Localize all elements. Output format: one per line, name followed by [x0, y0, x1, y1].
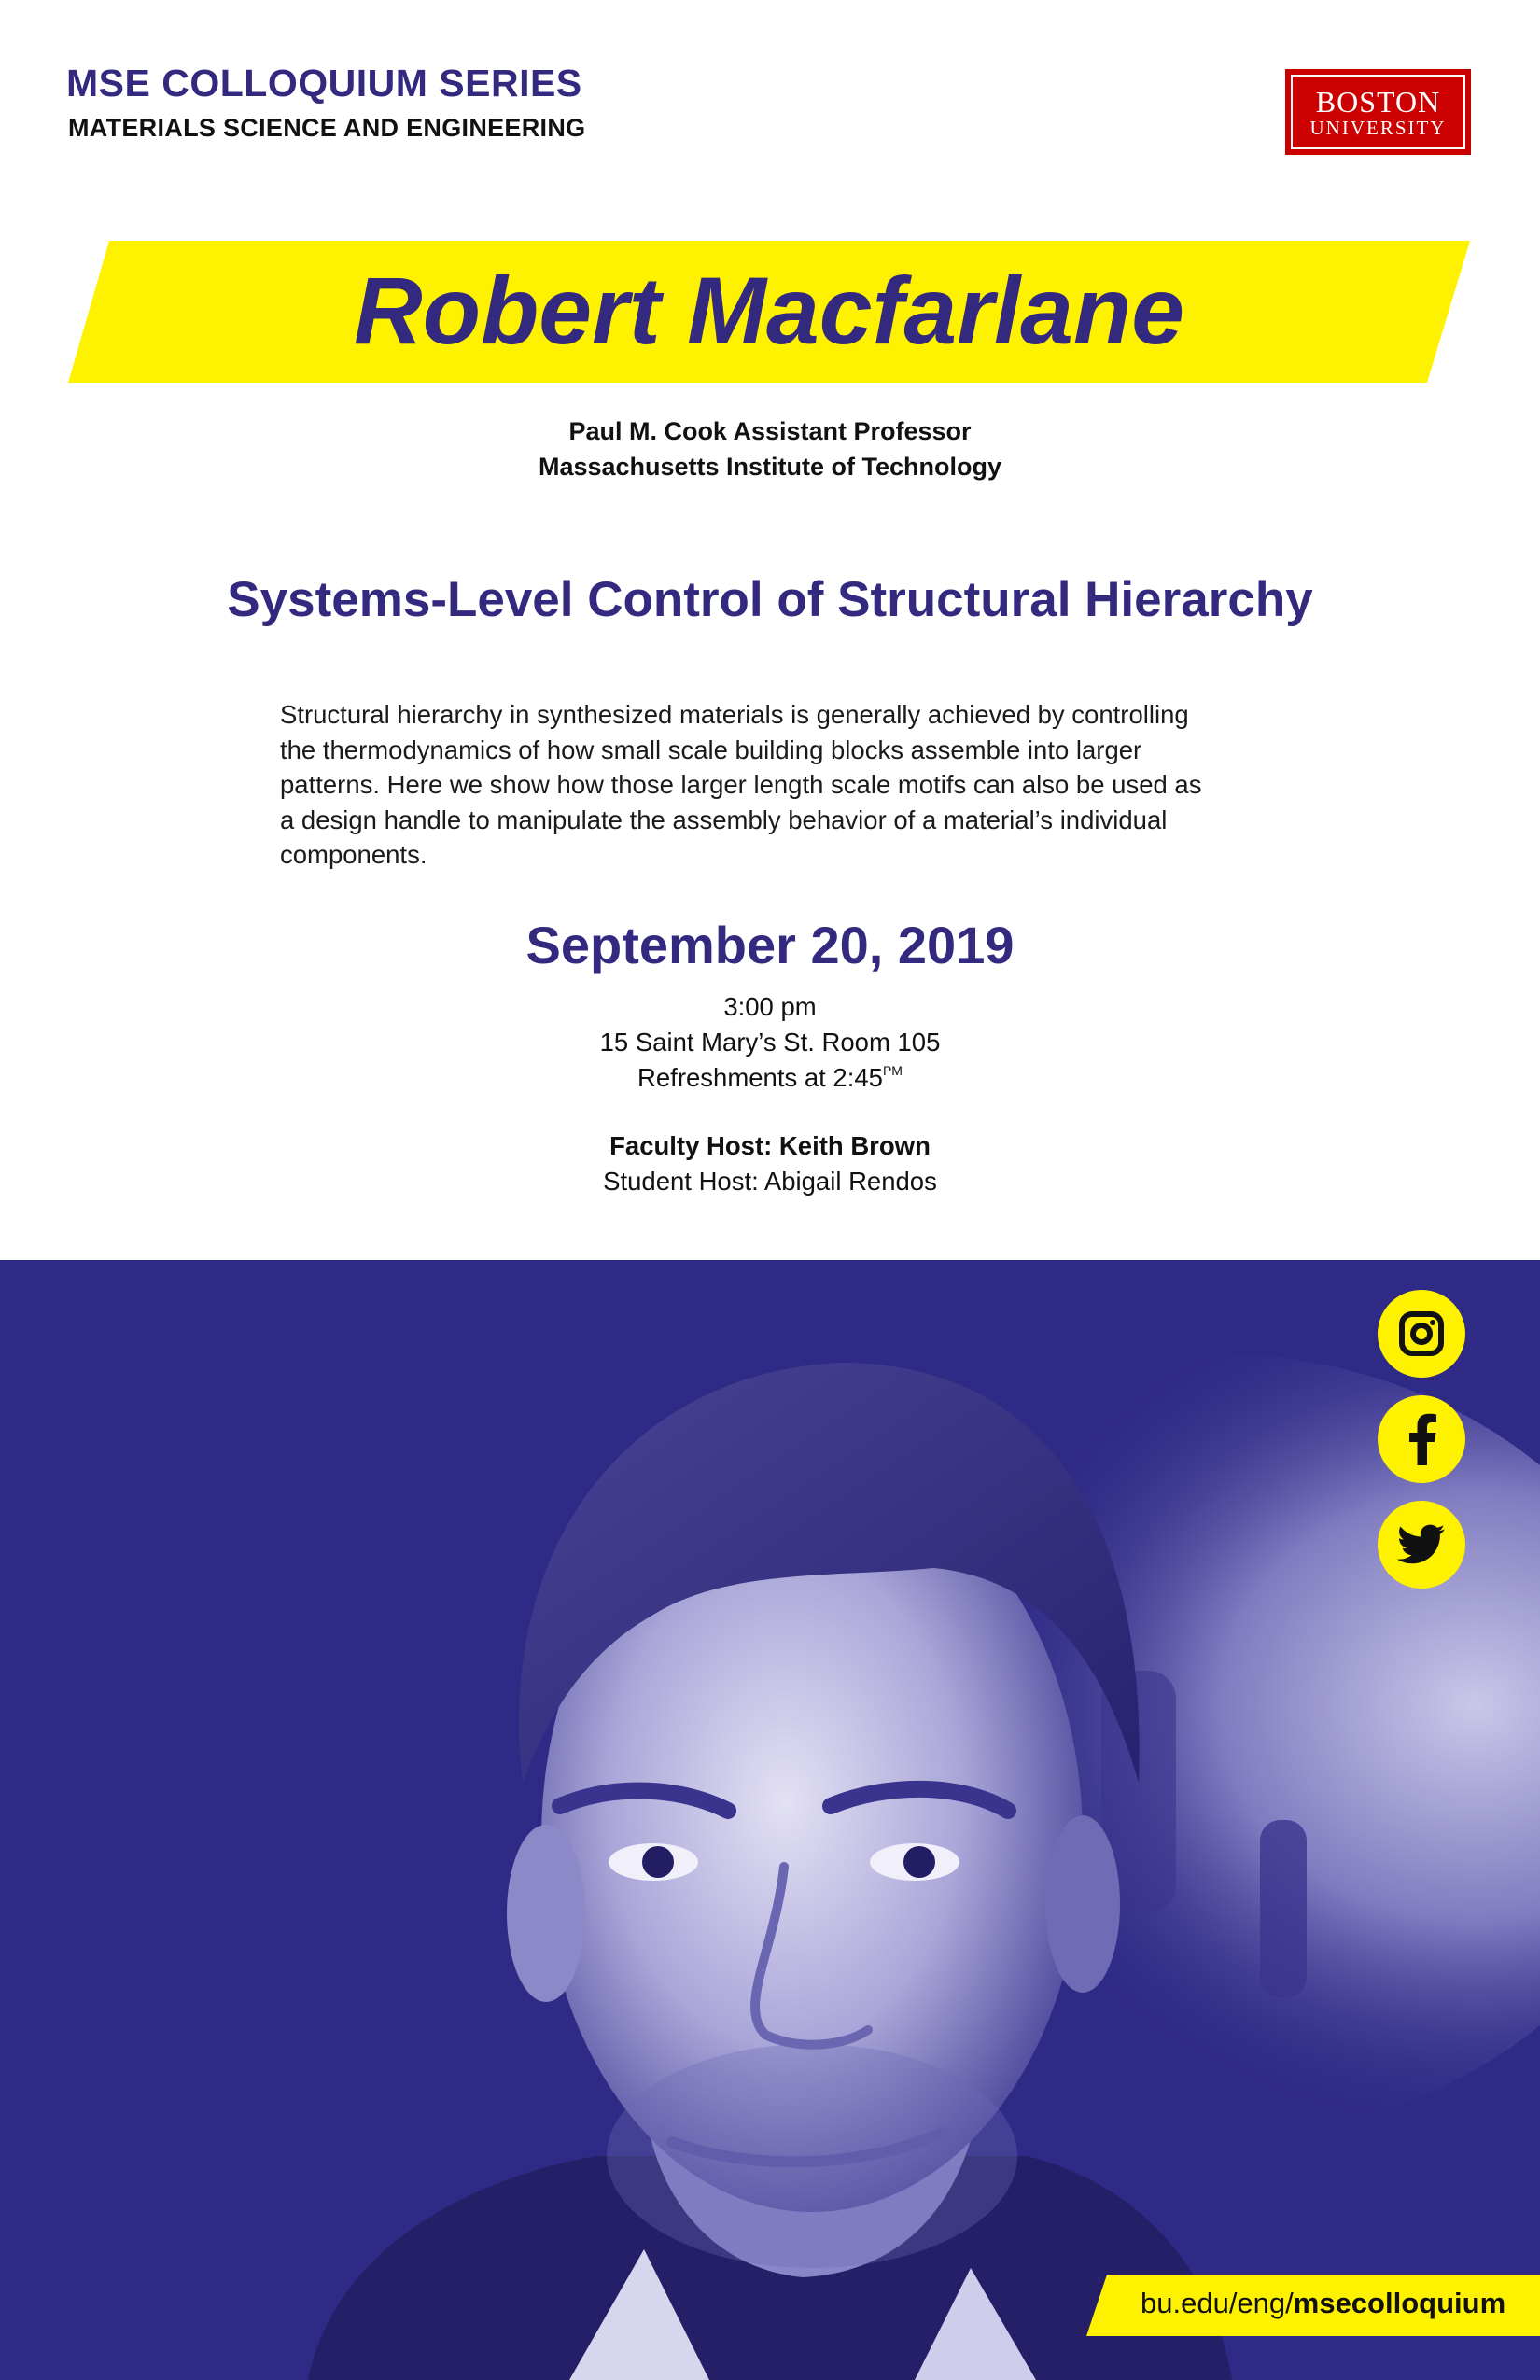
abstract-line: a design handle to manipulate the assembly behavior of a material’s individual	[280, 805, 1168, 834]
colloquium-url-link[interactable]	[1141, 2287, 1505, 2320]
logo-line-2: UNIVERSITY	[1309, 117, 1447, 139]
event-refreshments	[0, 1063, 1540, 1093]
instagram-icon[interactable]	[1378, 1290, 1465, 1378]
abstract-line: Structural hierarchy in synthesized materials is generally achieved by controlling	[280, 700, 1189, 729]
abstract-line: components.	[280, 840, 427, 869]
twitter-glyph	[1397, 1524, 1446, 1565]
speaker-portrait	[0, 1260, 1540, 2380]
event-location: 15 Saint Mary’s St. Room 105	[599, 1028, 941, 1057]
speaker-affiliation: Massachusetts Institute of Technology	[538, 453, 1002, 481]
series-title: MSE COLLOQUIUM SERIES	[66, 62, 582, 105]
series-subtitle: MATERIALS SCIENCE AND ENGINEERING	[68, 114, 586, 142]
abstract-line: the thermodynamics of how small scale building blocks assemble into larger	[280, 735, 1142, 764]
abstract-line: patterns. Here we show how those larger length scale motifs can also be used as	[280, 770, 1202, 799]
faculty-host: Faculty Host: Keith Brown	[609, 1131, 931, 1160]
refreshments-suffix: PM	[882, 1063, 903, 1078]
boston-university-logo[interactable]	[1285, 69, 1471, 155]
url-prefix: bu.edu/eng/	[1141, 2287, 1294, 2319]
student-host: Student Host: Abigail Rendos	[603, 1167, 937, 1196]
event-date: September 20, 2019	[525, 916, 1015, 974]
event-time: 3:00 pm	[723, 992, 817, 1021]
speaker-name: Robert Macfarlane	[354, 258, 1184, 364]
logo-line-1: BOSTON	[1315, 85, 1441, 119]
logo-frame	[1291, 75, 1465, 149]
refreshments-text: Refreshments at 2:45	[637, 1063, 883, 1092]
facebook-icon[interactable]	[1378, 1395, 1465, 1483]
url-bold: msecolloquium	[1293, 2287, 1506, 2319]
facebook-glyph	[1403, 1413, 1440, 1465]
speaker-photo	[0, 1260, 1540, 2380]
speaker-title: Paul M. Cook Assistant Professor	[568, 417, 972, 445]
talk-title: Systems-Level Control of Structural Hierarchy	[227, 572, 1313, 627]
twitter-icon[interactable]	[1378, 1501, 1465, 1589]
instagram-glyph	[1398, 1310, 1445, 1357]
talk-abstract	[280, 697, 1260, 873]
